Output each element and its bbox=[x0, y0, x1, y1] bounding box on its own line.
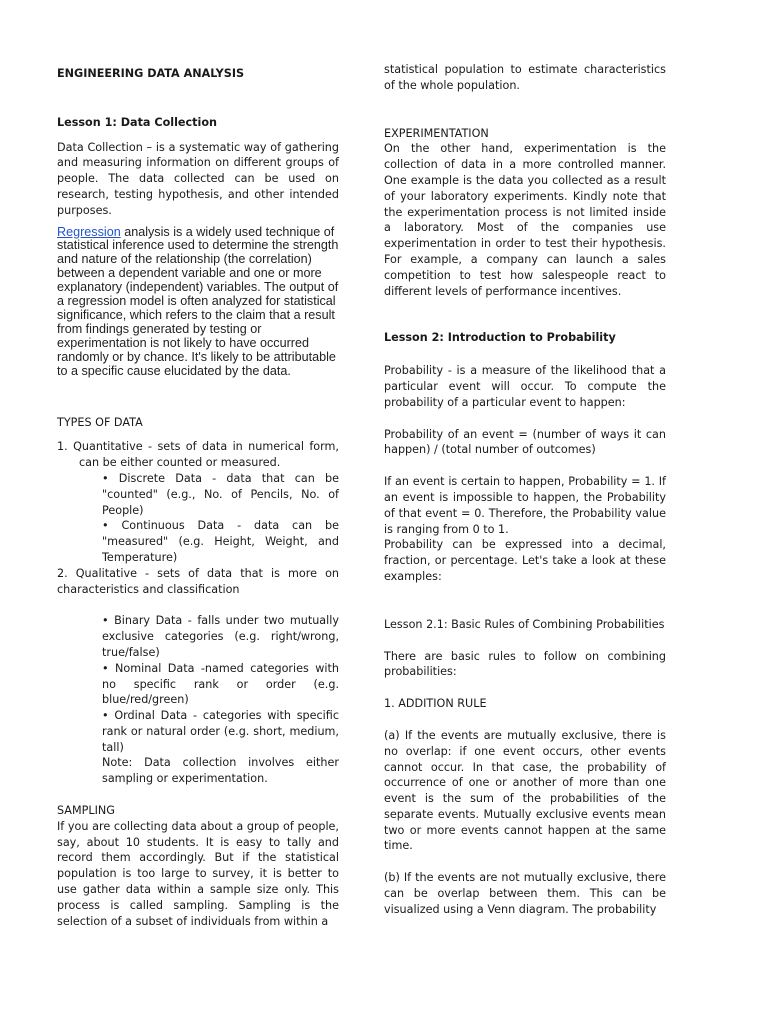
left-column bbox=[57, 62, 339, 929]
types-of-data-heading: TYPES OF DATA bbox=[57, 415, 143, 429]
continuous-data-bullet: • Continuous Data - data can be "measured" (e.g. Height, Weight, and Temperature) bbox=[102, 519, 339, 564]
experimentation-heading: EXPERIMENTATION bbox=[384, 126, 489, 140]
lesson1-heading: Lesson 1: Data Collection bbox=[57, 115, 217, 129]
document-title: ENGINEERING DATA ANALYSIS bbox=[57, 67, 245, 80]
sampling-text: If you are collecting data about a group of people, say, about 10 students. It is easy to tally and record them accordingly. But if the statistical population is too large to survey, it is better to use gather data within a sample size only. This process is called sampling. Sampling is the selection of a subset of individuals from within a bbox=[57, 819, 339, 928]
lesson21-heading: Lesson 2.1: Basic Rules of Combining Probabilities bbox=[384, 617, 665, 631]
note-text: Note: Data collection involves either sampling or experimentation. bbox=[102, 756, 339, 786]
qualitative-item: 2. Qualitative - sets of data that is more on characteristics and classification bbox=[57, 566, 339, 596]
discrete-data-bullet: • Discrete Data - data that can be "counted" (e.g., No. of Pencils, No. of People) bbox=[102, 471, 339, 517]
data-collection-definition: Data Collection – is a systematic way of gathering and measuring information on different groups of people. The data collected can be used on research, testing hypothesis, and other intended purposes. bbox=[57, 140, 339, 217]
basic-rules-text: There are basic rules to follow on combining probabilities: bbox=[384, 649, 666, 679]
experimentation-text: On the other hand, experimentation is the collection of data in a more controlled manner. One example is the data you collected as a result of your laboratory experiments. Kindly note that the experimentation process is not limited inside a laboratory. Most of the companies use experimentation in order to test their hypothesis. For example, a company can launch a sales competition to test how salespeople react to different levels of performance incentives. bbox=[384, 142, 666, 298]
quantitative-item: 1. Quantitative - sets of data in numerical form, can be either counted or measured. bbox=[57, 440, 339, 470]
lesson2-heading: Lesson 2: Introduction to Probability bbox=[384, 331, 616, 345]
probability-definition: Probability - is a measure of the likelihood that a particular event will occur. To compute the probability of a particular event to happen: bbox=[384, 364, 666, 409]
regression-paragraph bbox=[57, 226, 339, 379]
ordinal-data-bullet: • Ordinal Data - categories with specific rank or natural order (e.g. short, medium, tall) bbox=[102, 709, 339, 754]
probability-expressed-text: Probability can be expressed into a decimal, fraction, or percentage. Let's take a look at these examples: bbox=[384, 538, 666, 583]
certain-impossible-text: If an event is certain to happen, Probability = 1. If an event is impossible to happen, the Probability of that event = 0. Therefore, the Probability value is ranging from 0 to 1. bbox=[384, 475, 666, 536]
regression-link[interactable]: Regression bbox=[57, 224, 121, 239]
rule-a-text: (a) If the events are mutually exclusive, there is no overlap: if one event occurs, other events cannot occur. In that case, the probability of occurrence of one or another of more than one event is the sum of the probabilities of the separate events. Mutually exclusive events mean two or more events cannot happen at the same time. bbox=[384, 728, 666, 853]
binary-data-bullet: • Binary Data - falls under two mutually exclusive categories (e.g. right/wrong, true/false) bbox=[102, 614, 339, 659]
addition-rule-heading: 1. ADDITION RULE bbox=[384, 697, 487, 711]
rule-b-text: (b) If the events are not mutually exclusive, there can be overlap between them. This can be visualized using a Venn diagram. The probability bbox=[384, 871, 666, 916]
regression-text: analysis is a widely used technique of statistical inference used to determine the strength and nature of the relationship (the correlation) between a dependent variable and one or more explanatory (independent) variables. The output of a regression model is often analyzed for statistical significance, which refers to the claim that a result from findings generated by testing or experimentation is not likely to have occurred randomly or by chance. It's likely to be attributable to a specific cause elucidated by the data. bbox=[57, 224, 339, 378]
right-column bbox=[384, 62, 666, 918]
sampling-continued: statistical population to estimate characteristics of the whole population. bbox=[384, 63, 666, 92]
nominal-data-bullet: • Nominal Data -named categories with no specific rank or order (e.g. blue/red/green) bbox=[102, 661, 339, 707]
probability-formula: Probability of an event = (number of ways it can happen) / (total number of outcomes) bbox=[384, 427, 666, 457]
sampling-heading: SAMPLING bbox=[57, 804, 115, 818]
